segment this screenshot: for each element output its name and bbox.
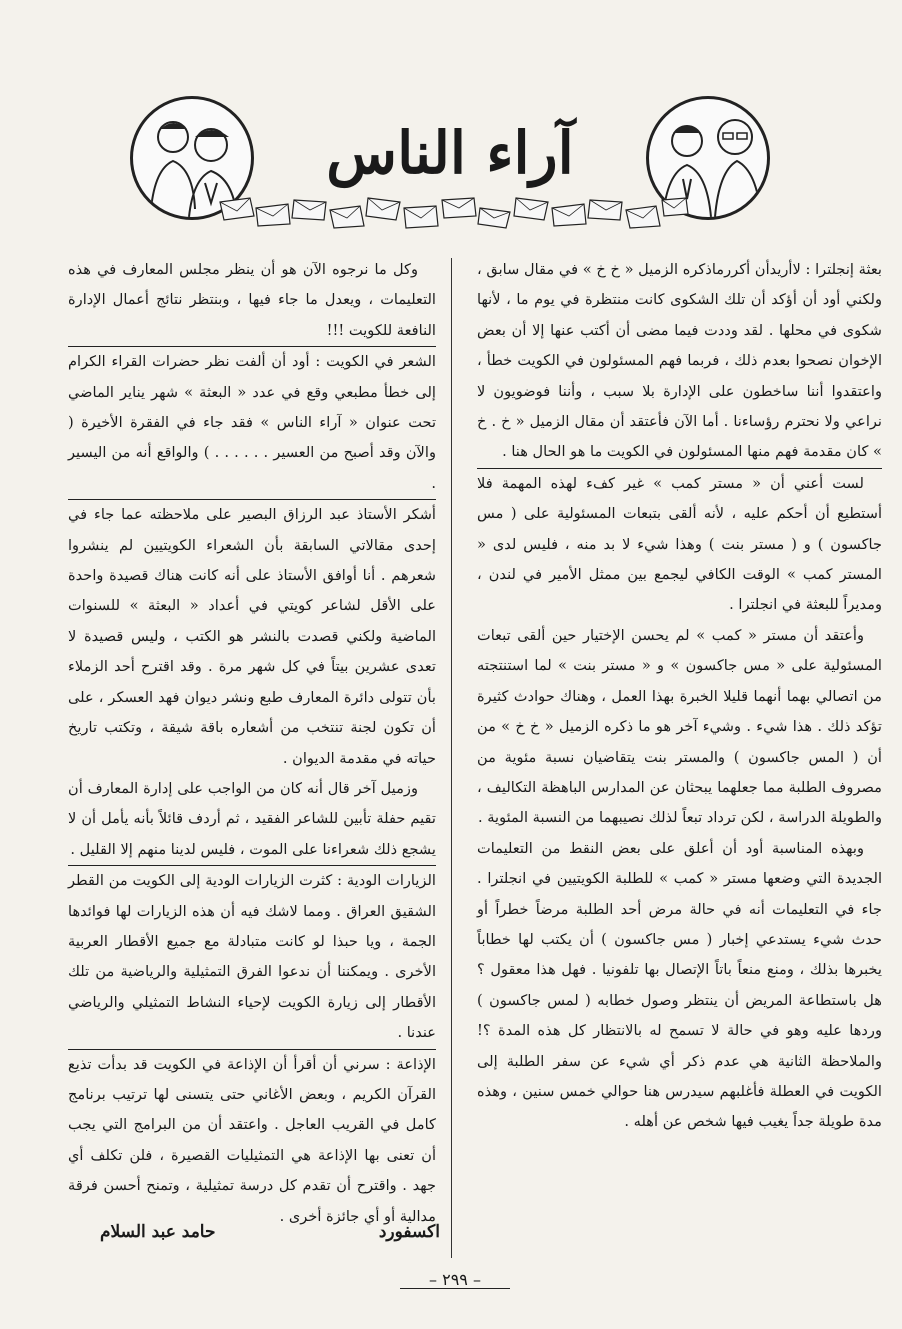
signature-line	[100, 1222, 440, 1242]
column-divider	[451, 258, 452, 1258]
envelopes-decoration	[210, 194, 690, 234]
masthead-header	[120, 90, 780, 230]
page-number: – ٢٩٩ –	[429, 1270, 481, 1289]
paragraph-thanks-basir: أشكر الأستاذ عبد الرزاق البصير على ملاحظته عما جاء في إحدى مقالاتي السابقة بأن الشعراء الكويتيين لم ينشروا شعرهم . أنا أوافق الأستاذ على أنه كانت هناك قصيدة واحدة على الأقل لشاعر كويتي في أعداد « البعثة » للسنوات الماضية ولكني قصدت بالنشر هو الكتب ، وليس قصيدة لا تعدى عشرين بيتاً في كل شهر مرة . وقد اقترح أحد الزملاء بأن تتولى دائرة المعارف طبع ونشر ديوان فهد العسكر ، على أن تكون لجنة تنتخب من أشعاره باقة شيقة ، وتكتب تاريخ حياته في مقدمة الديوان .	[68, 499, 436, 774]
paragraph-responsibility: وأعتقد أن مستر « كمب » لم يحسن الإختيار حين ألقى تبعات المسئولية على « مس جاكسون » و « مستر بنت » لما استنتجته من اتصالي بهما أنهما قليلا الخبرة بهذا العمل ، وهناك حوادث كثيرة تؤكد ذلك . هذا شيء . وشيء آخر هو ما ذكره الزميل « خ خ » من أن ( المس جاكسون ) والمستر بنت يتقاضيان نسبة مئوية من مصروف الطلبة مما جعلهما يبحثان عن المدارس الباهظة التكاليف ، والطويلة الدراسة ، لكن ترداد تبعاً لذلك نصيبهما من النسبة المئوية .	[477, 626, 882, 827]
paragraph-instructions: وبهذه المناسبة أود أن أعلق على بعض النقط من التعليمات الجديدة التي وضعها مستر « كمب » للطلبة الكويتيين في انجلترا . جاء في التعليمات أنه في حالة مرض أحد الطلبة مرضاً خطراً أو حدث شيء يستدعي إخبار ( مس جاكسون ) أن يكتب لها خطاباً يخبرها بذلك ، ومنع منعاً باتاً الإتصال بها تلفونيا . فهل هذا معقول ؟ هل باستطاعة المريض أن ينتظر وصول خطابه ( لمس جاكسون ) وردها عليه وهو في حالة لا تسمح له بالانتظار كل هذه المدة ؟! والملاحظة الثانية هي عدم ذكر أي شيء عن سفر الطلبة إلى الكويت في العطلة فأغلبهم سيدرس هنا حوالي خمس سنين ، وهذه مدة طويلة جداً يغيب فيها شخص عن أهله .	[477, 839, 882, 1131]
paragraph-conclusion: وكل ما نرجوه الآن هو أن ينظر مجلس المعارف في هذه التعليمات ، ويعدل ما جاء فيها ، وبنتظر نتائج أعمال الإدارة النافعة للكويت !!!	[68, 261, 436, 339]
paragraph-friendly-visits: الزيارات الودية : كثرت الزيارات الودية إلى الكويت من القطر الشقيق العراق . ومما لاشك فيه أن هذه الزيارات لها فوائدها الجمة ، ويا حبذا لو كانت متبادلة مع جميع الأقطار العربية الأخرى . ويمكننا أن ندعوا الفرق التمثيلية والرياضية من تلك الأقطار إلى زيارة الكويت لإحياء النشاط التمثيلي والرياضي عندنا .	[68, 865, 436, 1048]
paragraph-poetry-in-kuwait: الشعر في الكويت : أود أن ألفت نظر حضرات القراء الكرام إلى خطأ مطبعي وقع في عدد « البعثة » شهر يناير الماضي تحت عنوان « آراء الناس » فقد جاء في الفقرة الأخيرة ( والآن وقد أصبح من العسير . . . . . . ) والواقع أنه من اليسير .	[68, 346, 436, 499]
paragraph-mister-kemp: لست أعني أن « مستر كمب » غير كفء لهذه المهمة فلا أستطيع أن أحكم عليه ، لأنه ألقى بتبعات المسئولية على ( مس جاكسون ) و ( مستر بنت ) وهذا شيء لا بد منه ، فليس لدى « المستر كمب » الوقت الكافي ليجمع بين ممثل الأمير في لندن ، ومديراً للبعثة في انجلترا .	[477, 468, 882, 621]
right-column	[477, 255, 882, 1138]
paragraph-broadcasting: الإذاعة : سرني أن أقرأ أن الإذاعة في الكويت قد بدأت تذيع القرآن الكريم ، وبعض الأغاني حتى يتسنى لها ترتيب برنامج كامل في القريب العاجل . واعتقد أن من البرامج التي يجب أن تعنى بها الإذاعة هي التمثيليات القصيرة ، فلن تكلف أي جهد . واقترح أن تقدم كل درسة تمثيلية ، وتمنح أحسن فرقة مدالية أو أي جائزة أخرى .	[68, 1049, 436, 1232]
masthead-title: آراء الناس	[326, 119, 574, 187]
paragraph-memorial: وزميل آخر قال أنه كان من الواجب على إدارة المعارف أن تقيم حفلة تأبين للشاعر الفقيد ، ثم أردف قائلاً بأنه يأمل أن لا يشجع ذلك شعراءنا على الموت ، فليس لدينا منهم إلا القليل .	[68, 779, 436, 858]
signature-place: اكسفورد	[378, 1222, 440, 1242]
paragraph-england-mission: بعثة إنجلترا : لاأريدأن أكررماذكره الزميل « خ خ » في مقال سابق ، ولكني أود أن أؤكد أن تلك الشكوى كانت منتظرة في يوم ما ، لأنها شكوى في محلها . لقد وددت فيما مضى أن أكتب عنها إلا أن بعض الإخوان نصحوا بعدم ذلك ، فربما فهم المسئولون في الكويت خطأ ، واعتقدوا أننا ساخطون على الإدارة بلا سبب ، وأننا فوضويون لا نراعي ولا نحترم رؤساءنا . أما الآن فأعتقد أن مقال الزميل « خ . خ » كان مقدمة فهم منها المسئولون في الكويت ما هو الحال هنا .	[477, 261, 882, 461]
page-number-rule	[400, 1288, 510, 1289]
signature-author: حامد عبد السلام	[100, 1222, 216, 1242]
left-column	[68, 255, 436, 1232]
